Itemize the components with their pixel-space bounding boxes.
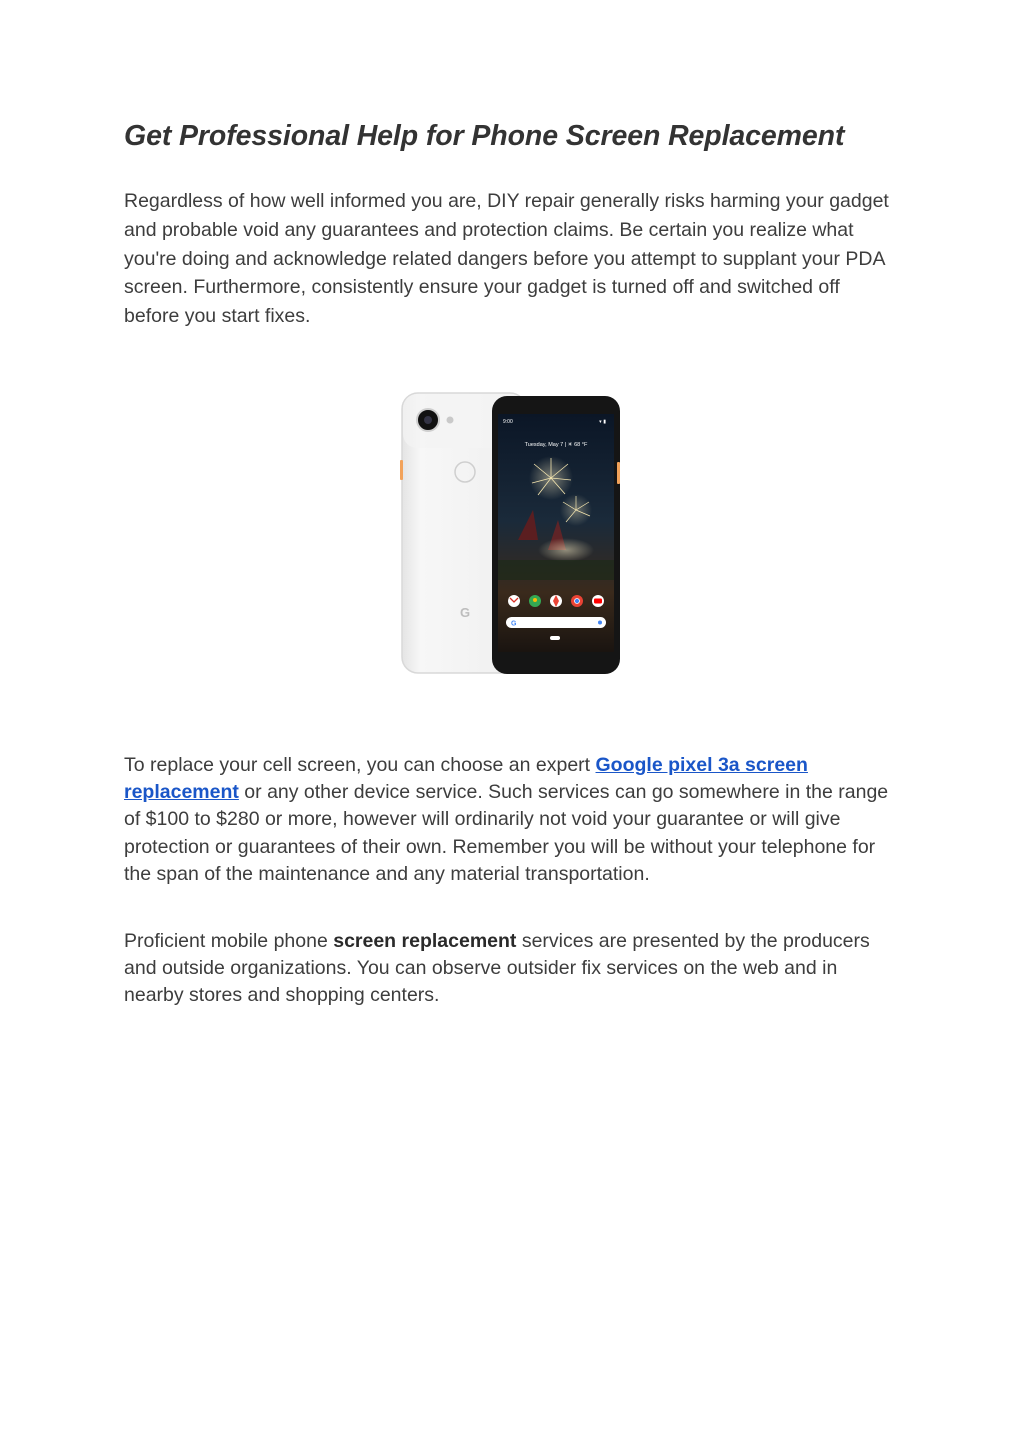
date-weather-text: Tuesday, May 7 | ☀ 68 °F bbox=[524, 442, 588, 448]
paragraph-text: services are presented by the producers and outside organizations. You can observe outsider fix services on the web and in nearby stores and shopping centers. bbox=[124, 930, 870, 1007]
paragraph-proficient-service bbox=[124, 928, 900, 1010]
status-time: 9:00 bbox=[503, 419, 513, 425]
pixel-3a-phones-image bbox=[398, 390, 624, 678]
home-button bbox=[550, 636, 560, 640]
paragraph-diy-risks: Regardless of how well informed you are, DIY repair generally risks harming your gadget and probable void any guarantees and protection claims. Be certain you realize what you're doing and acknowledge related dangers before you attempt to supplant your PDA screen. Furthermore, consistently ensure your gadget is turned off and switched off before you start fixes. bbox=[124, 190, 889, 328]
status-icons: ▾ ▮ bbox=[599, 419, 606, 425]
pixel-3a-screen-replacement-link[interactable]: Google pixel 3a screen replacement bbox=[124, 754, 808, 804]
bold-keyword: screen replacement bbox=[333, 930, 517, 952]
search-google-icon: G bbox=[511, 620, 517, 628]
paragraph-expert-service bbox=[124, 752, 900, 888]
mic-icon bbox=[598, 621, 602, 625]
paragraph-text: Proficient mobile phone bbox=[124, 930, 334, 952]
phone-front-view bbox=[492, 396, 620, 674]
page-title: Get Professional Help for Phone Screen Replacement bbox=[124, 120, 845, 152]
paragraph-text: or any other device service. Such services can go somewhere in the range of $100 to $280 or more, however will ordinarily not void your guarantee or will give protection or guarantees of their own. Remember you will be without your telephone for the span of the maintenance and any material transportation. bbox=[124, 781, 889, 885]
search-bar bbox=[506, 617, 606, 628]
google-logo: G bbox=[459, 605, 471, 620]
paragraph-text: To replace your cell screen, you can choose an expert bbox=[124, 754, 596, 776]
gmail-icon bbox=[508, 595, 520, 607]
